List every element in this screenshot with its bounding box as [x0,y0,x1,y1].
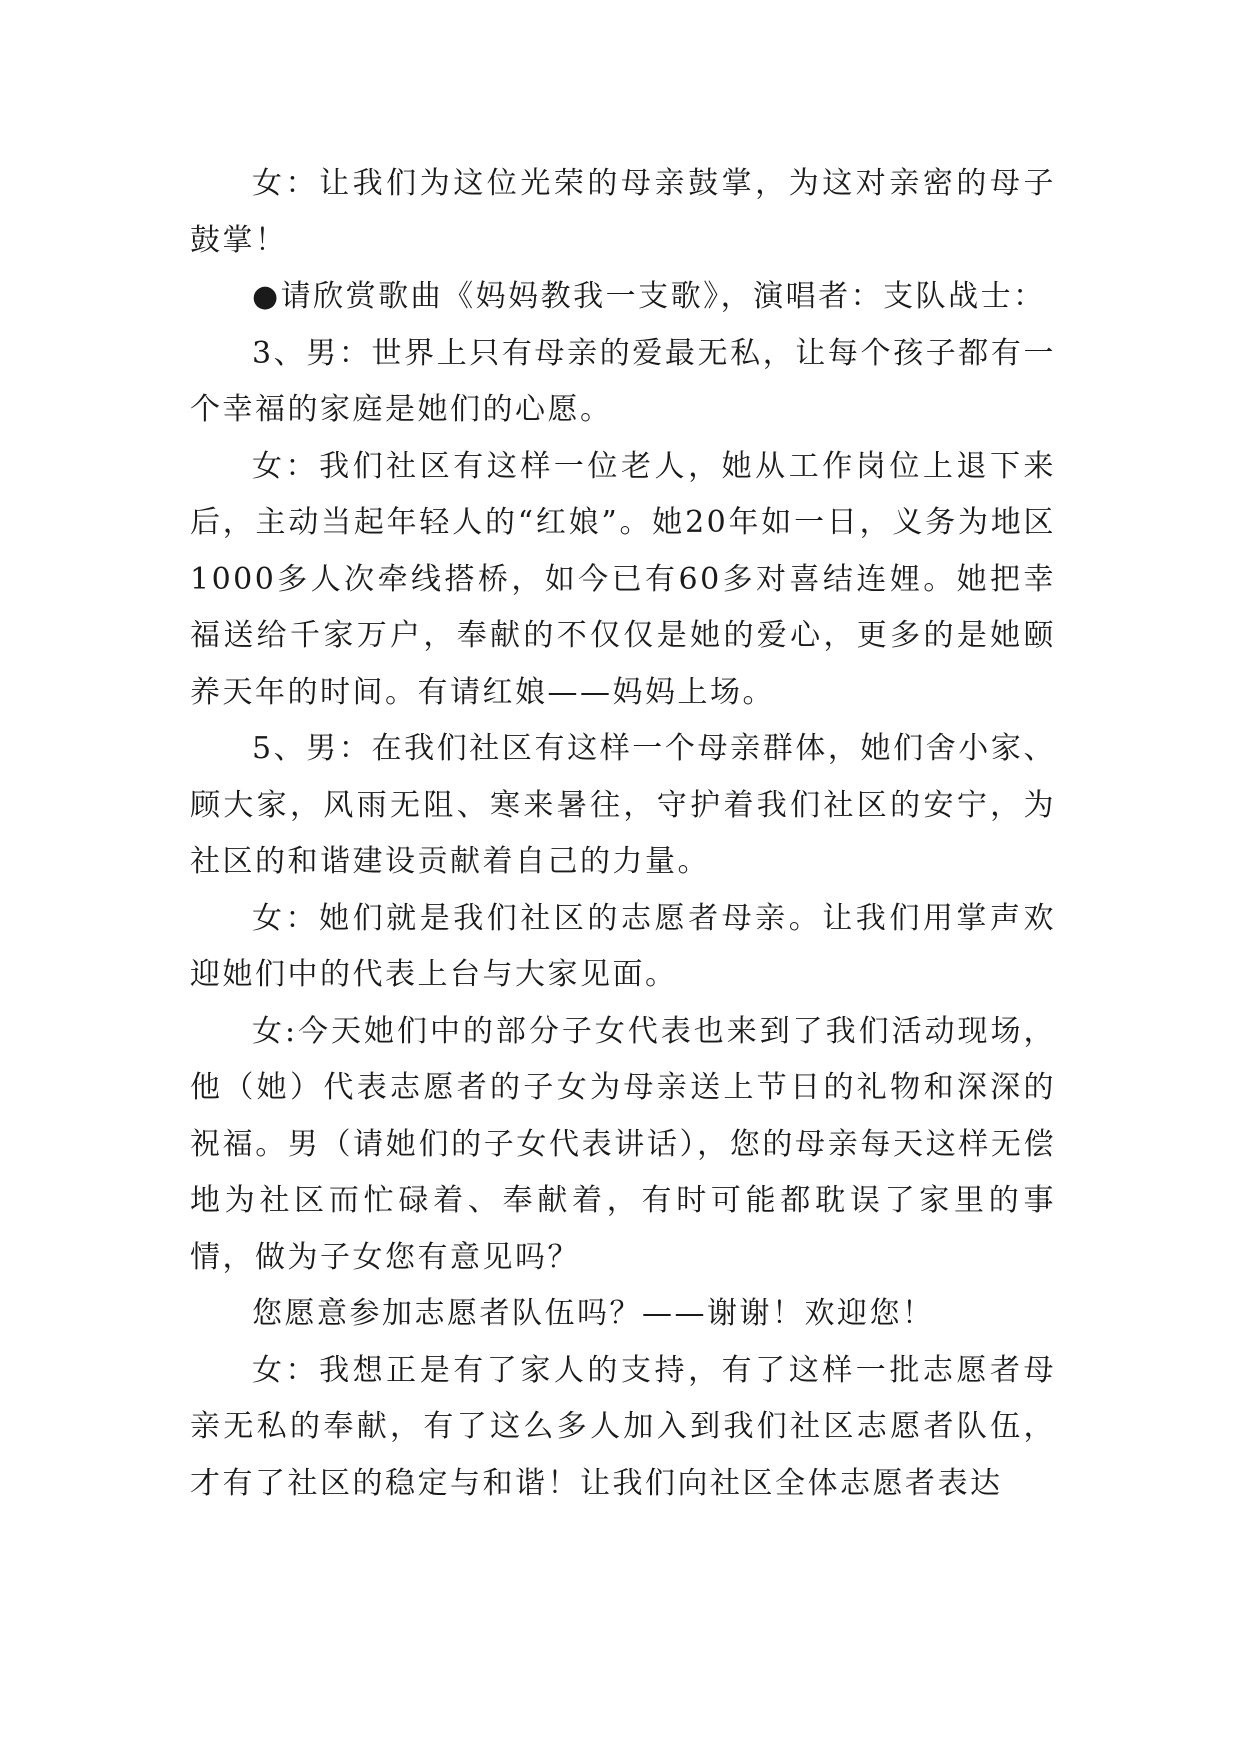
paragraph-6: 女：她们就是我们社区的志愿者母亲。让我们用掌声欢迎她们中的代表上台与大家见面。 [190,900,1056,992]
paragraph-5: 5、男：在我们社区有这样一个母亲群体，她们舍小家、顾大家，风雨无阻、寒来暑往，守护着我们社区的安宁，为社区的和谐建设贡献着自己的力量。 [190,731,1056,879]
paragraph-7: 女:今天她们中的部分子女代表也来到了我们活动现场，他（她）代表志愿者的子女为母亲送上节日的礼物和深深的祝福。男（请她们的子女代表讲话），您的母亲每天这样无偿地为社区而忙碌着、奉献着，有时可能都耽误了家里的事情，做为子女您有意见吗？ [190,1013,1056,1275]
paragraph-9: 女：我想正是有了家人的支持，有了这样一批志愿者母亲无私的奉献，有了这么多人加入到我们社区志愿者队伍，才有了社区的稳定与和谐！让我们向社区全体志愿者表达 [190,1352,1056,1501]
paragraph-3: 3、男：世界上只有母亲的爱最无私，让每个孩子都有一个幸福的家庭是她们的心愿。 [190,335,1056,427]
paragraph-2: ●请欣赏歌曲《妈妈教我一支歌》，演唱者：支队战士： [252,279,1046,314]
paragraph-4: 女：我们社区有这样一位老人，她从工作岗位上退下来后，主动当起年轻人的“红娘”。她20年如一日，义务为地区1000多人次牵线搭桥，如今已有60多对喜结连娌。她把幸福送给千家万户，奉献的不仅仅是她的爱心，更多的是她颐养天年的时间。有请红娘——妈妈上场。 [190,448,1056,710]
paragraph-1: 女：让我们为这位光荣的母亲鼓掌，为这对亲密的母子鼓掌！ [190,166,1056,258]
paragraph-8: 您愿意参加志愿者队伍吗？——谢谢！欢迎您！ [252,1296,935,1331]
document-body [190,156,1056,1512]
